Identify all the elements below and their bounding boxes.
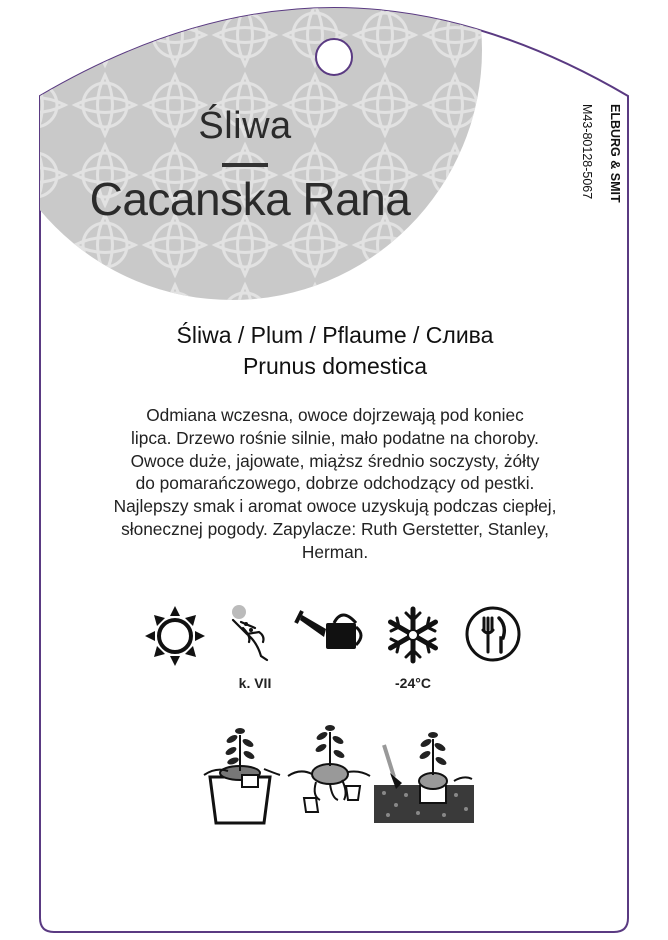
cultivar-title: Cacanska Rana <box>89 173 411 225</box>
description-line: Herman. <box>301 541 369 562</box>
description-line: do pomarańczowego, dobrze odchodzący od pestki. <box>135 473 535 494</box>
description <box>70 404 600 564</box>
species-title: Śliwa <box>198 105 292 147</box>
fork-knife-icon <box>467 608 519 660</box>
frost-resistance-label: -24°C <box>395 675 431 691</box>
sun-icon <box>145 606 205 666</box>
description-line: lipca. Drzewo rośnie silnie, mało podatne na choroby. <box>131 427 539 448</box>
description-line: Odmiana wczesna, owoce dojrzewają pod koniec <box>146 405 524 425</box>
latin-name: Prunus domestica <box>242 353 428 379</box>
brand-logo: ELBURG & SMIT <box>608 104 622 203</box>
description-line: słonecznej pogody. Zapylacze: Ruth Gerstetter, Stanley, <box>121 518 549 539</box>
title-separator <box>222 163 268 167</box>
hang-hole <box>316 39 352 75</box>
product-code: M43-80128-5067 <box>580 104 594 200</box>
harvest-month-label: k. VII <box>238 675 272 691</box>
description-line: Owoce duże, jajowate, miąższ średnio soczysty, żółty <box>130 450 540 471</box>
common-names: Śliwa / Plum / Pflaume / Слива <box>176 322 494 348</box>
description-line: Najlepszy smak i aromat owoce uzyskują podczas ciepłej, <box>113 496 557 517</box>
